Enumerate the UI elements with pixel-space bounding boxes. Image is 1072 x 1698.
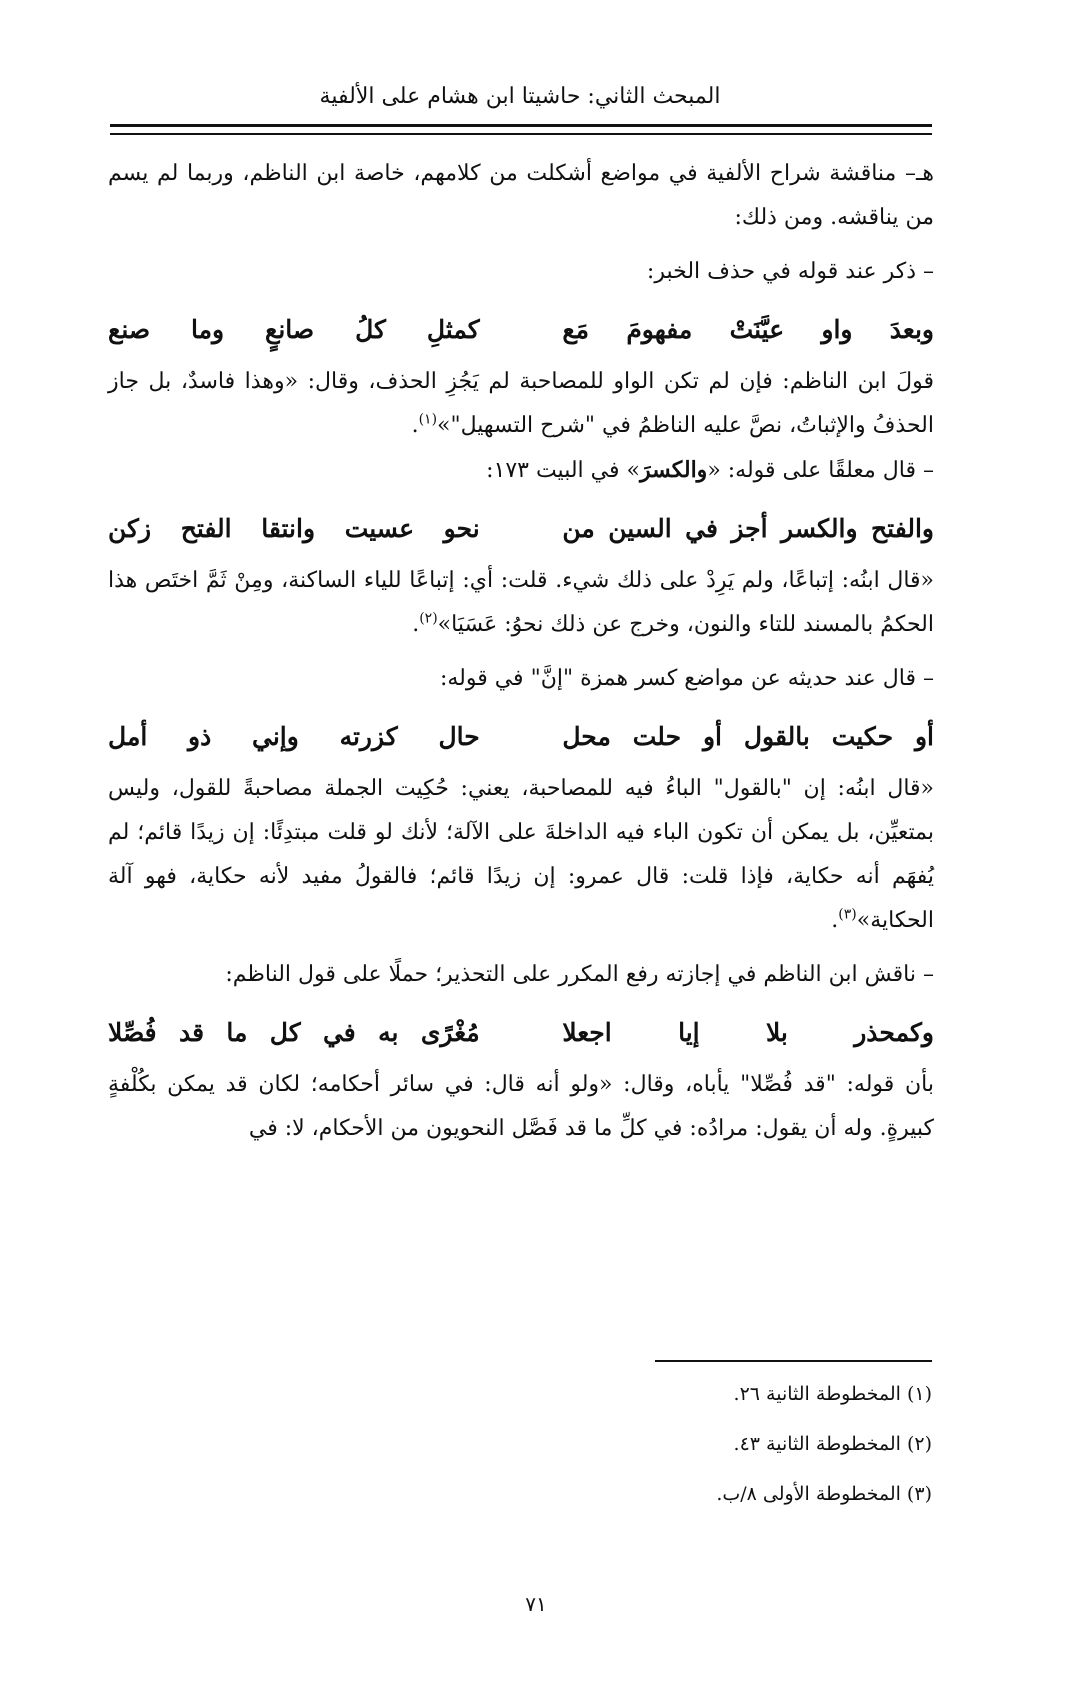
verse-word: إيا	[678, 1018, 700, 1047]
page-number: ٧١	[525, 1592, 547, 1616]
paragraph-end: .	[411, 413, 419, 438]
verse-word: أو	[702, 722, 722, 751]
running-header: المبحث الثاني: حاشيتا ابن هشام على الألفية	[319, 84, 721, 109]
verse-first-hemistich	[562, 310, 934, 350]
verse-word: به	[378, 1018, 399, 1047]
bold-term: والكسرَ	[639, 457, 708, 483]
paragraph-text: «قال ابنُه: إن "بالقول" الباءُ فيه للمصاحبة، يعني: حُكِيت الجملة مصاحبةً للقول، وليس بمتعيِّن، بل يمكن أن تكون الباء فيه الداخلةَ على الآلة؛ لأنك لو قلت مبتدِئًا: إن زيدًا قائم؛ لم يُفهَم أنه حكاية، فإذا قلت: قال عمرو: إن زيدًا قائم؛ فالقولُ مفيد لأنه حكاية، فهو آلة الحكاية»	[108, 776, 934, 933]
verse-word: من	[562, 514, 595, 543]
verse-second-hemistich	[108, 310, 480, 350]
paragraph-item-4: – ناقش ابن الناظم في إجازته رفع المكرر على التحذير؛ حملًا على قول الناظم:	[225, 962, 934, 987]
verse-word: مفهومَ	[626, 315, 693, 344]
header-rule-thick	[110, 124, 932, 127]
footnote-3: (٣) المخطوطة الأولى ٨/ب.	[716, 1483, 932, 1505]
verse-word: بالقول	[743, 722, 810, 751]
verse-word: الفتح	[180, 514, 232, 543]
verse-line-4	[108, 1013, 934, 1053]
main-text	[108, 152, 934, 1151]
paragraph-item-2	[108, 448, 934, 493]
paragraph-item-1: – ذكر عند قوله في حذف الخبر:	[646, 259, 934, 284]
verse-word: قد	[178, 1018, 205, 1047]
footnote-2: (٢) المخطوطة الثانية ٤٣.	[733, 1433, 932, 1455]
verse-word: بلا	[765, 1018, 788, 1047]
verse-line-2	[108, 509, 934, 549]
verse-word: في	[685, 514, 718, 543]
paragraph-intro: هـ– مناقشة شراح الألفية في مواضع أشكلت من كلامهم، خاصة ابن الناظم، وربما لم يسم من يناقشه. ومن ذلك:	[108, 161, 934, 230]
verse-word: وانتقا	[261, 514, 316, 543]
verse-word: السين	[608, 514, 672, 543]
footnote-1: (١) المخطوطة الثانية ٢٦.	[733, 1383, 932, 1405]
verse-word: محل	[562, 722, 611, 751]
footnote-ref-3: (٣)	[838, 906, 857, 923]
verse-word: كل	[269, 1018, 301, 1047]
verse-word: عسيت	[344, 514, 415, 543]
verse-word: وما	[191, 315, 225, 344]
verse-word: كلُ	[355, 315, 386, 344]
verse-word: ذو	[188, 722, 212, 751]
paragraph-end: .	[412, 612, 420, 637]
verse-word: نحو	[443, 514, 480, 543]
verse-word: أمل	[108, 722, 148, 751]
verse-word: عيَّنَتْ	[729, 315, 785, 344]
verse-word: حكيت	[831, 722, 894, 751]
verse-word: وكمحذر	[854, 1018, 934, 1047]
footnote-ref-2: (٢)	[419, 610, 438, 627]
verse-word: فُصِّلا	[108, 1018, 157, 1047]
paragraph-item-3: – قال عند حديثه عن مواضع كسر همزة "إنَّ" في قوله:	[439, 666, 934, 691]
verse-second-hemistich	[108, 717, 480, 757]
verse-word: مُغْرًى	[420, 1018, 480, 1047]
verse-first-hemistich	[562, 509, 934, 549]
verse-word: كزرته	[339, 722, 398, 751]
header-rule-thin	[110, 133, 932, 135]
paragraph-text: قولَ ابن الناظم: فإن لم تكن الواو للمصاحبة لم يَجُزِ الحذف، وقال: «وهذا فاسدٌ، بل جاز الحذفُ والإثباتُ، نصَّ عليه الناظمُ في "شرح التسهيل"»	[108, 369, 934, 438]
footnotes	[600, 1380, 932, 1530]
footnote-ref-1: (١)	[418, 411, 438, 428]
verse-word: زكن	[108, 514, 152, 543]
verse-word: واو	[821, 315, 853, 344]
paragraph-text: «قال ابنُه: إتباعًا، ولم يَرِدْ على ذلك شيء. قلت: أي: إتباعًا للياء الساكنة، ومِنْ ثَمَّ اختَص هذا الحكمُ بالمسند للتاء والنون، وخرج عن ذلك نحوُ: عَسَيَا»	[108, 568, 934, 637]
paragraph-commentary-1	[108, 360, 934, 448]
paragraph-commentary-3	[108, 767, 934, 943]
paragraph-commentary-4: بأن قوله: "قد فُصِّلا" يأباه، وقال: «ولو أنه قال: في سائر أحكامه؛ لكان قد يمكن بكُلْفةٍ كبيرةٍ. وله أن يقول: مرادُه: في كلِّ ما قد فَصَّل النحويون من الأحكام، لا: في	[108, 1072, 934, 1141]
paragraph-text: » في البيت ١٧٣:	[486, 458, 640, 483]
verse-word: أو	[914, 722, 934, 751]
verse-word: اجعلا	[562, 1018, 612, 1047]
verse-word: صانعٍ	[265, 315, 315, 344]
verse-word: صنع	[108, 315, 151, 344]
verse-word: والكسر	[781, 514, 858, 543]
verse-first-hemistich	[562, 1013, 934, 1053]
verse-word: مَع	[562, 315, 590, 344]
verse-word: ما	[226, 1018, 248, 1047]
verse-word: وبعدَ	[889, 315, 934, 344]
verse-second-hemistich	[108, 509, 480, 549]
verse-word: وإني	[252, 722, 299, 751]
verse-line-3	[108, 717, 934, 757]
verse-first-hemistich	[562, 717, 934, 757]
verse-second-hemistich	[108, 1013, 480, 1053]
footnote-separator	[655, 1360, 932, 1362]
paragraph-text: – قال معلقًا على قوله: «	[707, 458, 934, 483]
verse-word: حلت	[632, 722, 682, 751]
verse-word: والفتح	[871, 514, 934, 543]
verse-line-1	[108, 310, 934, 350]
verse-word: حال	[438, 722, 480, 751]
paragraph-end: .	[831, 908, 839, 933]
verse-word: في	[322, 1018, 356, 1047]
paragraph-commentary-2	[108, 559, 934, 647]
verse-word: أجز	[731, 514, 768, 543]
verse-word: كمثلِ	[426, 315, 480, 344]
